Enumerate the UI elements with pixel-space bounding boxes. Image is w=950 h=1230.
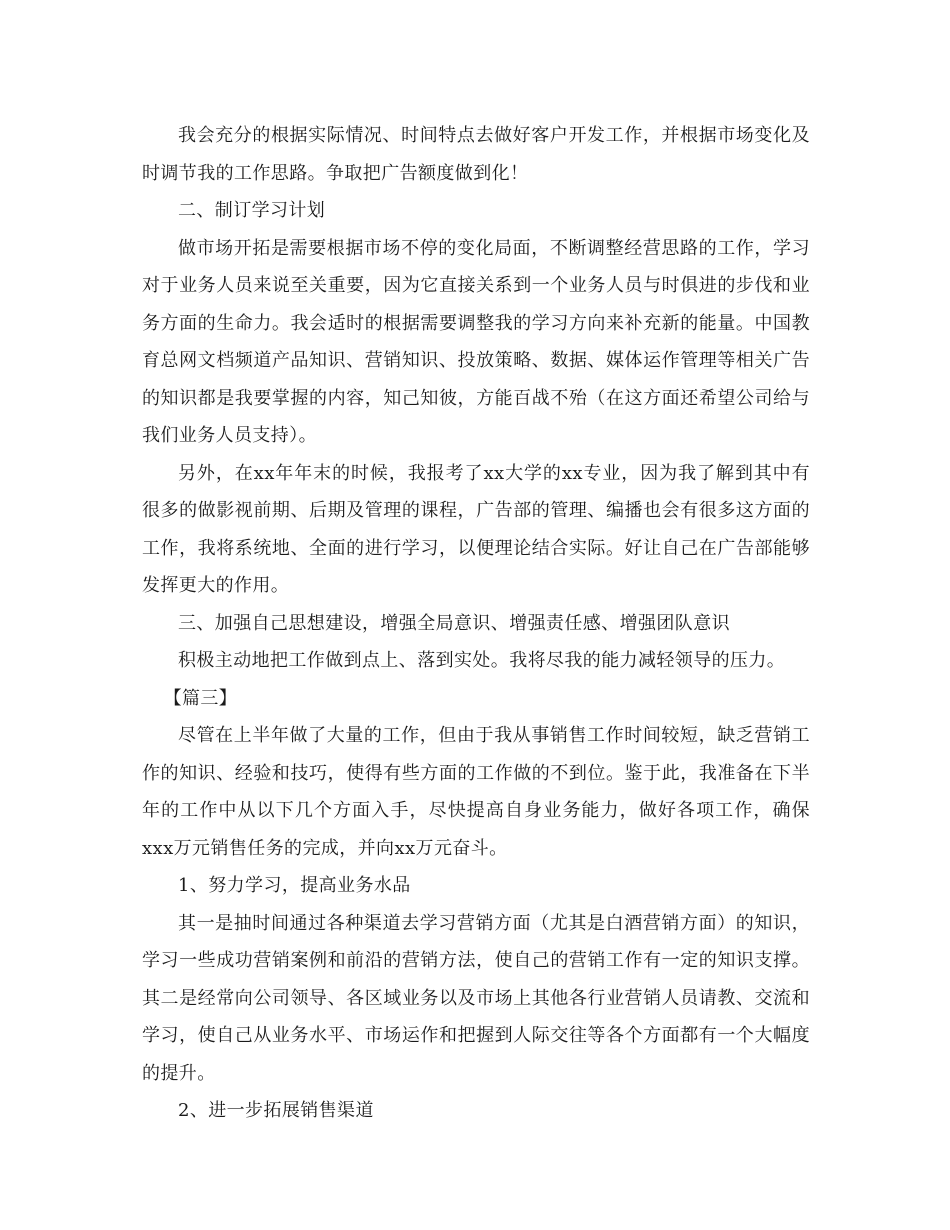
heading-ideology-building: 三、加强自己思想建设，增强全局意识、增强责任感、增强团队意识	[178, 612, 730, 634]
paragraph-learning-methods: 其一是抽时间通过各种渠道去学习营销方面（尤其是白酒营销方面）的知识，学习一些成功营销案例和前沿的营销方法，使自己的营销工作有一定的知识支撑。其二是经常向公司领导、各区域业务以及市场上其他各行业营销人员请教、交流和学习，使自己从业务水平、市场运作和把握到人际交往等各个方面都有一个大幅度的提升。	[142, 912, 810, 1084]
paragraph-customer-development: 我会充分的根据实际情况、时间特点去做好客户开发工作，并根据市场变化及时调节我的工作思路。争取把广告额度做到化！	[142, 125, 810, 184]
heading-expand-channels: 2、进一步拓展销售渠道	[178, 1100, 374, 1121]
section-title-part-three: 【篇三】	[163, 687, 238, 709]
document-body	[142, 117, 810, 1130]
heading-study-hard: 1、努力学习，提高业务水品	[178, 875, 411, 896]
paragraph-proactive-work: 积极主动地把工作做到点上、落到实处。我将尽我的能力减轻领导的压力。	[178, 650, 786, 671]
paragraph-market-expansion: 做市场开拓是需要根据市场不停的变化局面，不断调整经营思路的工作，学习对于业务人员来说至关重要，因为它直接关系到一个业务人员与时俱进的步伐和业务方面的生命力。我会适时的根据需要调整我的学习方向来补充新的能量。中国教育总网文档频道产品知识、营销知识、投放策略、数据、媒体运作管理等相关广告的知识都是我要掌握的内容，知己知彼，方能百战不殆（在这方面还希望公司给与我们业务人员支持）。	[142, 237, 810, 446]
paragraph-first-half-summary: 尽管在上半年做了大量的工作，但由于我从事销售工作时间较短，缺乏营销工作的知识、经验和技巧，使得有些方面的工作做的不到位。鉴于此，我准备在下半年的工作中从以下几个方面入手，尽快提高自身业务能力，做好各项工作，确保xxx万元销售任务的完成，并向xx万元奋斗。	[142, 725, 810, 859]
paragraph-university-study: 另外，在xx年年末的时候，我报考了xx大学的xx专业，因为我了解到其中有很多的做影视前期、后期及管理的课程，广告部的管理、编播也会有很多这方面的工作，我将系统地、全面的进行学习，以便理论结合实际。好让自己在广告部能够发挥更大的作用。	[142, 462, 810, 596]
heading-study-plan: 二、制订学习计划	[178, 200, 326, 221]
